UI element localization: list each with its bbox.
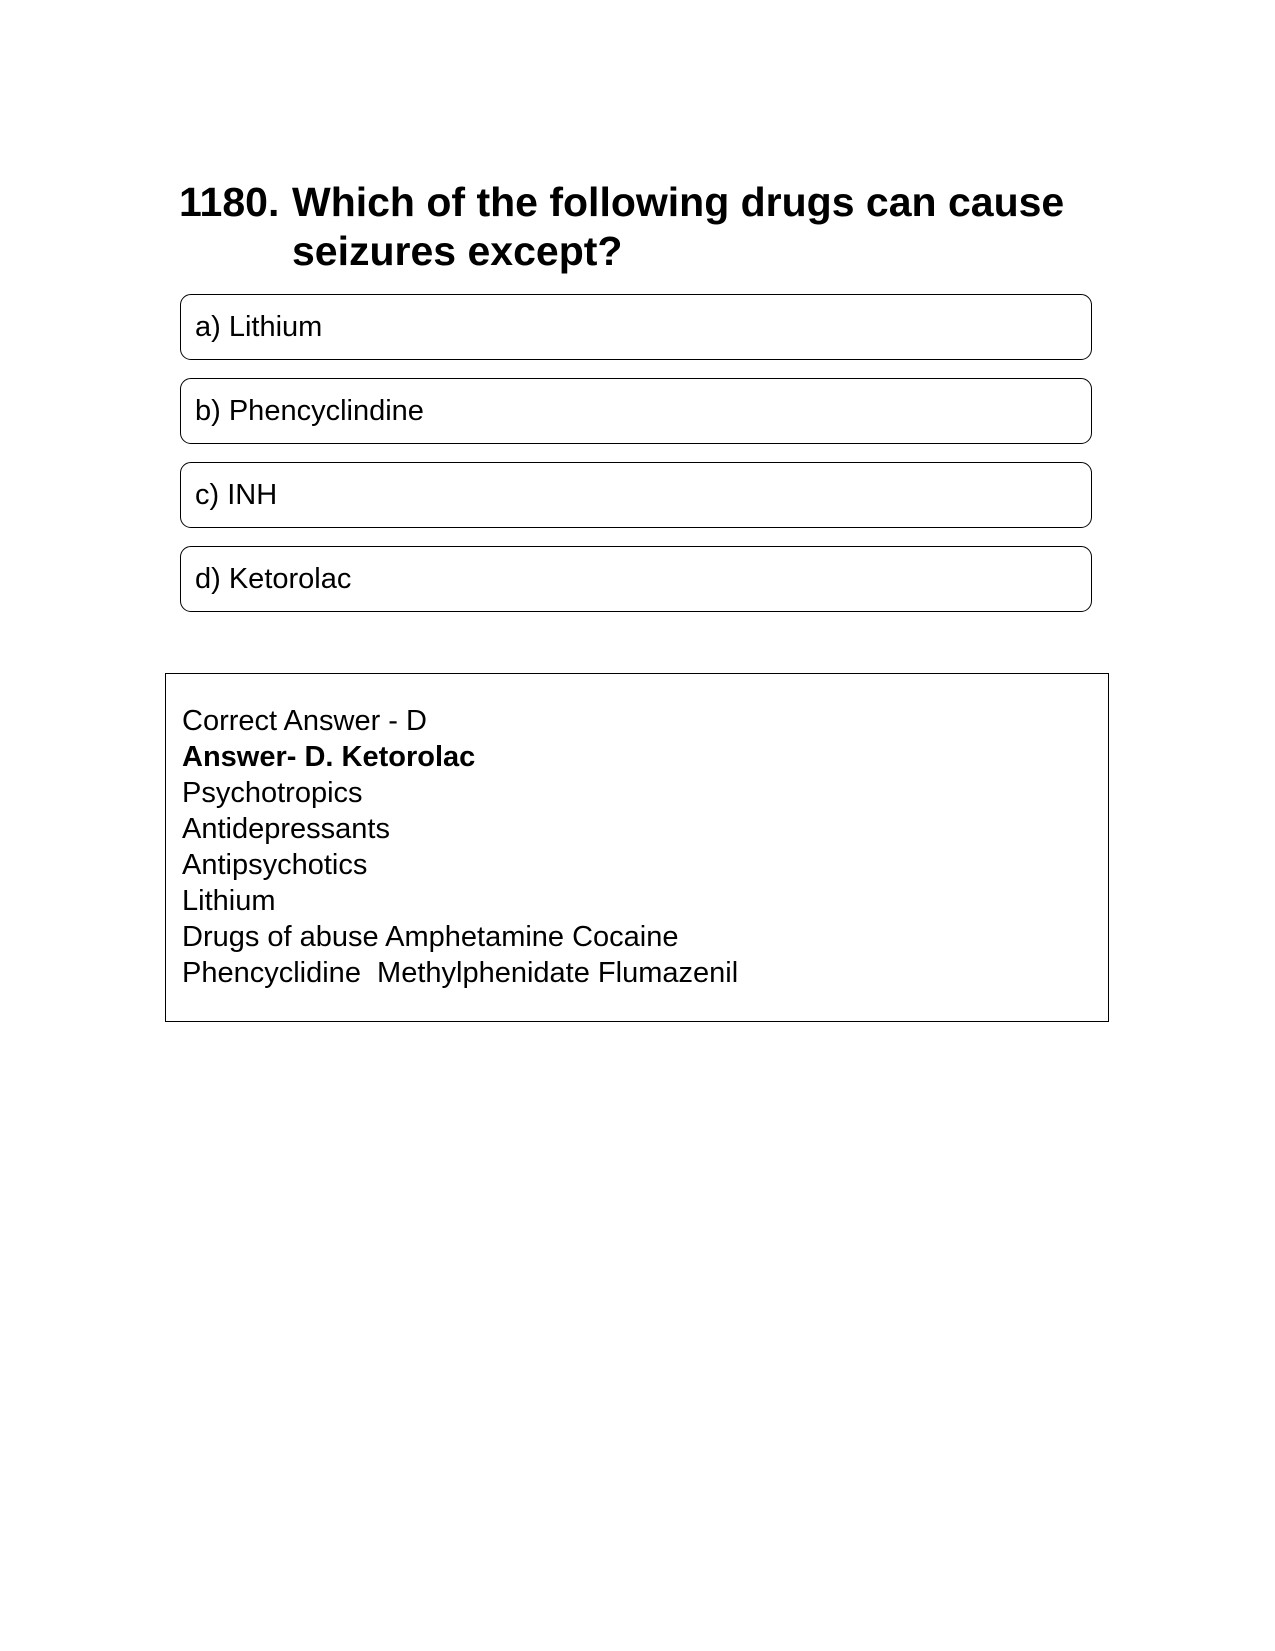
option-c[interactable] [180,462,1092,528]
option-d[interactable] [180,546,1092,612]
answer-text [182,703,738,991]
option-b-label: b) Phencyclindine [195,395,424,427]
explanation-line: Antipsychotics [182,849,368,881]
question-number: 1180. [179,179,280,225]
option-d-label: d) Ketorolac [195,563,352,595]
explanation-line: Antidepressants [182,813,390,845]
explanation-line: Lithium [182,885,276,917]
option-c-label: c) INH [195,479,278,511]
option-b[interactable] [180,378,1092,444]
option-a-label: a) Lithium [195,311,323,343]
answer-box [165,673,1109,1022]
explanation-line: Psychotropics [182,777,363,809]
explanation-line: Phencyclidine Methylphenidate Flumazenil [182,957,739,989]
question-text: Which of the following drugs can cause seizures except? [292,179,1065,274]
correct-answer-line: Correct Answer - D [182,705,427,737]
answer-heading: Answer- D. Ketorolac [182,741,476,773]
option-a[interactable] [180,294,1092,360]
explanation-line: Drugs of abuse Amphetamine Cocaine [182,921,679,953]
